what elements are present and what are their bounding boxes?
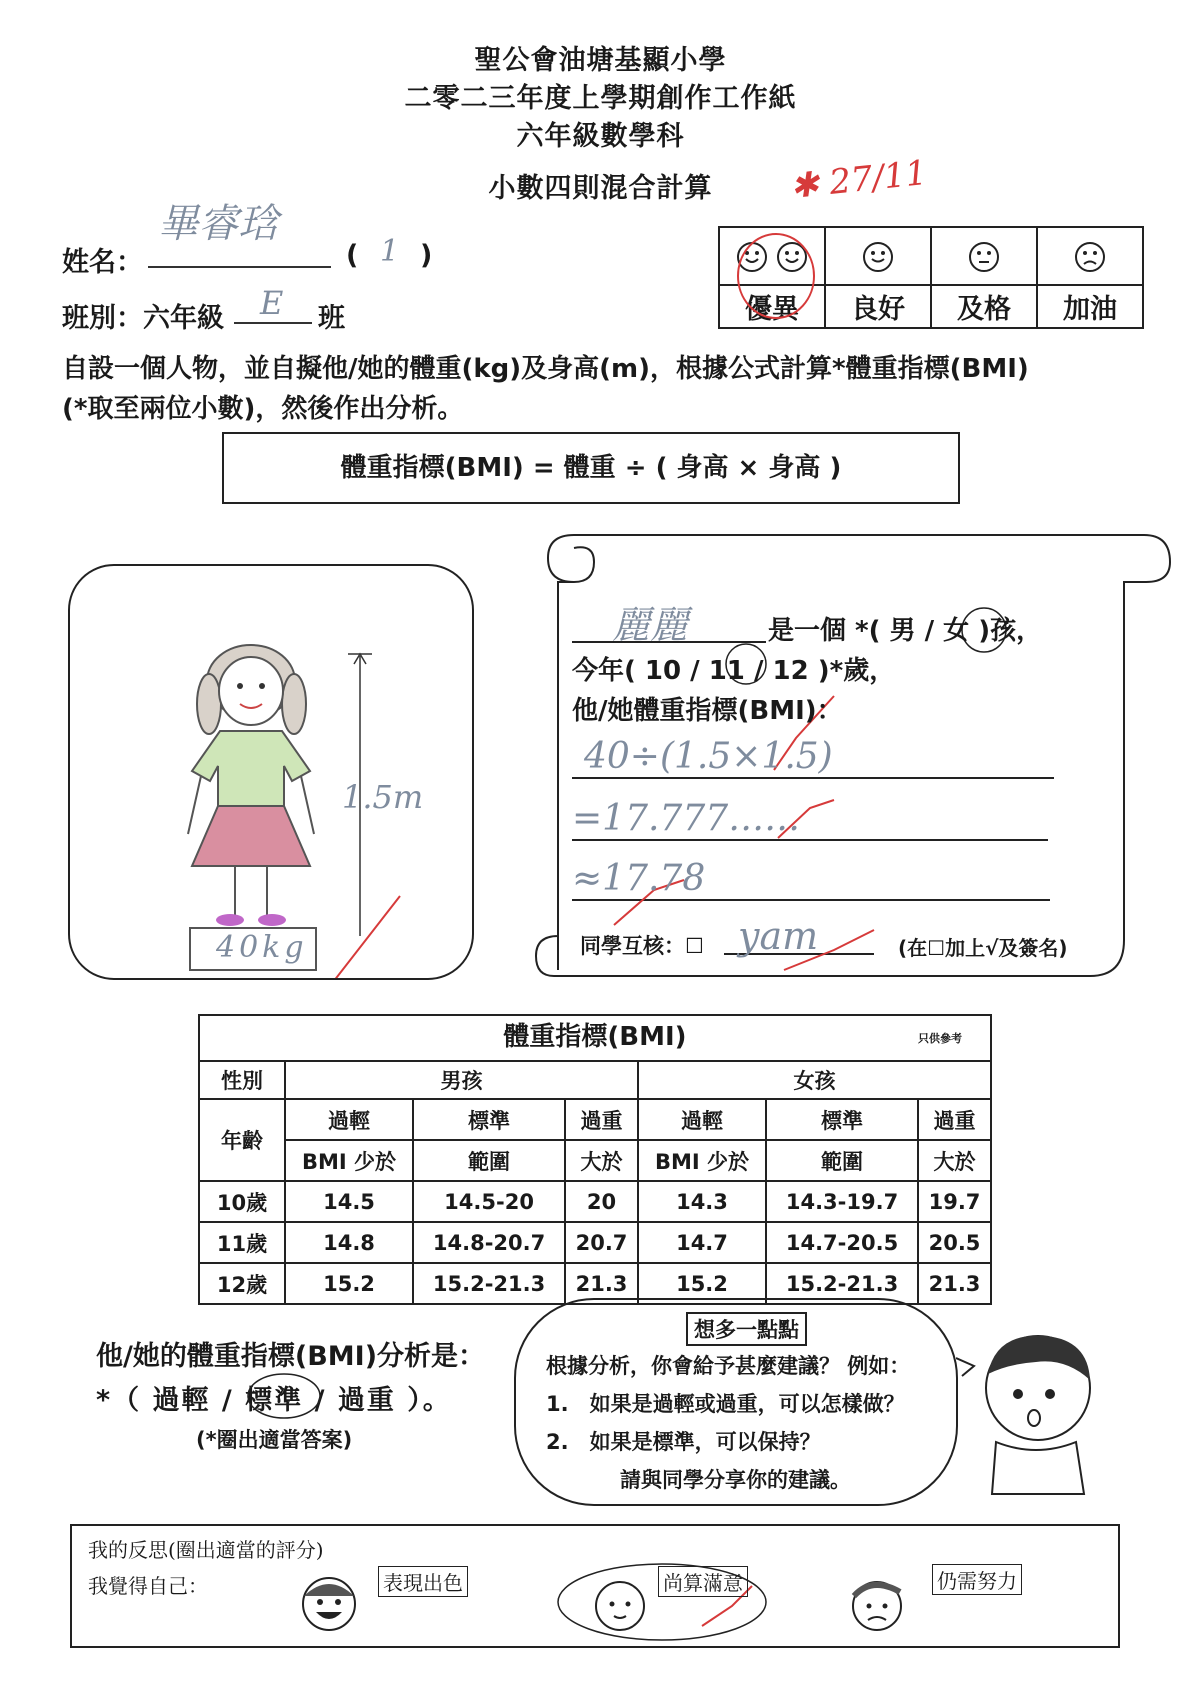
table-cell: 15.2-21.3 (413, 1263, 565, 1304)
peer-signature: yam (738, 914, 819, 958)
table-cell: 14.5-20 (413, 1181, 565, 1222)
peer-check-label: 同學互核：☐ (580, 934, 704, 958)
bmi-table-title-row (198, 1014, 992, 1060)
calc-step1: 40÷(1.5×1.5) (584, 736, 833, 777)
sub-header: 過重 (565, 1099, 638, 1140)
excellent-face-icon (294, 1570, 364, 1640)
sub-header: 範圍 (766, 1140, 918, 1181)
name-field[interactable] (148, 201, 331, 268)
sub-header: 大於 (918, 1140, 991, 1181)
table-row (199, 1181, 991, 1222)
term-title: 二零二三年度上學期創作工作紙 (404, 83, 797, 114)
gender-header: 性別 (199, 1061, 285, 1099)
think-share: 請與同學分享你的建議。 (620, 1468, 851, 1492)
formula-text: 體重指標(BMI) = 體重 ÷ ( 身高 × 身高 ) (340, 453, 842, 483)
sub-header: 範圍 (413, 1140, 565, 1181)
girl-header: 女孩 (638, 1061, 991, 1099)
sub-header: 過重 (918, 1099, 991, 1140)
table-row (199, 1222, 991, 1263)
subject-title: 六年級數學科 (516, 121, 685, 152)
scroll-panel (534, 530, 1174, 982)
school-name: 聖公會油塘基顯小學 (474, 45, 727, 76)
sub-header: 標準 (413, 1099, 565, 1140)
bmi-table-grid (198, 1060, 992, 1305)
class-label: 班別：六年級 (62, 303, 224, 334)
topic-title: 小數四則混合計算 (488, 173, 713, 204)
bmi-reference-table (198, 1014, 992, 1305)
rating-label-good: 良好 (825, 285, 931, 328)
table-cell: 15.2 (638, 1263, 766, 1304)
boy-header: 男孩 (285, 1061, 638, 1099)
bmi-table-note: 只供參考 (918, 1032, 962, 1045)
analysis-hint: (*圈出適當答案) (196, 1428, 353, 1452)
sub-header: 過輕 (285, 1099, 413, 1140)
instruction-line1: 自設一個人物，並自擬他/她的體重(kg)及身高(m)，根據公式計算*體重指標(BMI) (62, 354, 1029, 384)
number-open: ( (346, 240, 359, 271)
answer-circle (244, 1370, 324, 1422)
sub-header: BMI 少於 (285, 1140, 413, 1181)
think-more-bubble (514, 1298, 958, 1506)
think-title: 想多一點點 (686, 1312, 807, 1346)
table-cell: 20.5 (918, 1222, 991, 1263)
formula-box (222, 432, 960, 504)
table-cell: 15.2-21.3 (766, 1263, 918, 1304)
age-header: 年齡 (199, 1099, 285, 1181)
class-suffix: 班 (318, 303, 345, 334)
rating-label-pass: 及格 (931, 285, 1037, 328)
think-question: 根據分析，你會給予甚麼建議？ 例如： (546, 1354, 911, 1378)
table-cell: 11歲 (199, 1222, 285, 1263)
character-drawing-panel (68, 564, 474, 980)
needs-effort-face-icon (842, 1570, 912, 1640)
table-cell: 14.5 (285, 1181, 413, 1222)
table-cell: 12歲 (199, 1263, 285, 1304)
reflection-option-satisfactory[interactable]: 尚算滿意 (658, 1566, 748, 1597)
sub-header: BMI 少於 (638, 1140, 766, 1181)
think-item1: 1. 如果是過輕或過重，可以怎樣做？ (546, 1392, 905, 1416)
table-cell: 14.7-20.5 (766, 1222, 918, 1263)
table-cell: 14.3-19.7 (766, 1181, 918, 1222)
rating-red-circle (730, 226, 820, 326)
bmi-label: 他/她體重指標(BMI)： (572, 696, 843, 726)
bmi-table-title: 體重指標(BMI) (503, 1022, 687, 1052)
name-handwriting: 畢睿琀 (158, 201, 278, 247)
character-name-handwriting: 麗麗 (612, 603, 689, 647)
table-cell: 10歲 (199, 1181, 285, 1222)
rating-label-excellent: 優異 (719, 285, 825, 328)
weight-handwriting: 40kg (216, 930, 308, 965)
height-handwriting: 1.5m (342, 778, 424, 816)
rating-label-tryharder: 加油 (1037, 285, 1143, 328)
calc-step2: =17.777…… (572, 798, 801, 839)
reflection-option-excellent[interactable]: 表現出色 (378, 1566, 468, 1597)
teacher-mark: ✱ 27/11 (788, 152, 929, 208)
name-label: 姓名： (62, 247, 143, 278)
table-cell: 20.7 (565, 1222, 638, 1263)
reflection-title: 我的反思(圈出適當的評分) (88, 1538, 324, 1562)
analysis-line2: *（ 過輕 / 標準 / 過重 ）。 (96, 1385, 452, 1416)
analysis-line1: 他/她的體重指標(BMI)分析是： (96, 1341, 486, 1372)
sub-header: 大於 (565, 1140, 638, 1181)
class-field[interactable] (234, 284, 312, 324)
table-cell: 20 (565, 1181, 638, 1222)
table-cell: 14.7 (638, 1222, 766, 1263)
number-close: ) (420, 240, 433, 271)
rating-face-good (825, 227, 931, 285)
table-cell: 15.2 (285, 1263, 413, 1304)
think-item2: 2. 如果是標準，可以保持？ (546, 1430, 821, 1454)
reflection-option-needs-effort[interactable]: 仍需努力 (932, 1564, 1022, 1595)
sub-header: 過輕 (638, 1099, 766, 1140)
table-cell: 19.7 (918, 1181, 991, 1222)
rating-face-tryharder (1037, 227, 1143, 285)
number-value: 1 (380, 234, 400, 269)
girl-drawing (70, 566, 472, 978)
table-cell: 14.8-20.7 (413, 1222, 565, 1263)
reflection-self: 我覺得自己： (88, 1574, 208, 1598)
table-cell: 14.3 (638, 1181, 766, 1222)
age-line: 今年( 10 / 11 / 12 )*歲， (572, 656, 896, 686)
boy-cartoon (956, 1318, 1106, 1498)
class-handwriting: E (260, 284, 284, 322)
gender-line: 是一個 *( 男 / 女 )孩， (768, 616, 1043, 646)
sub-header: 標準 (766, 1099, 918, 1140)
table-cell: 14.8 (285, 1222, 413, 1263)
calc-step3: ≈17.78 (572, 858, 706, 899)
instruction-line2: (*取至兩位小數)，然後作出分析。 (62, 394, 464, 424)
peer-check-hint: (在☐加上√及簽名) (898, 936, 1068, 960)
table-cell: 21.3 (565, 1263, 638, 1304)
rating-face-pass (931, 227, 1037, 285)
reflection-box (70, 1524, 1120, 1648)
table-cell: 21.3 (918, 1263, 991, 1304)
